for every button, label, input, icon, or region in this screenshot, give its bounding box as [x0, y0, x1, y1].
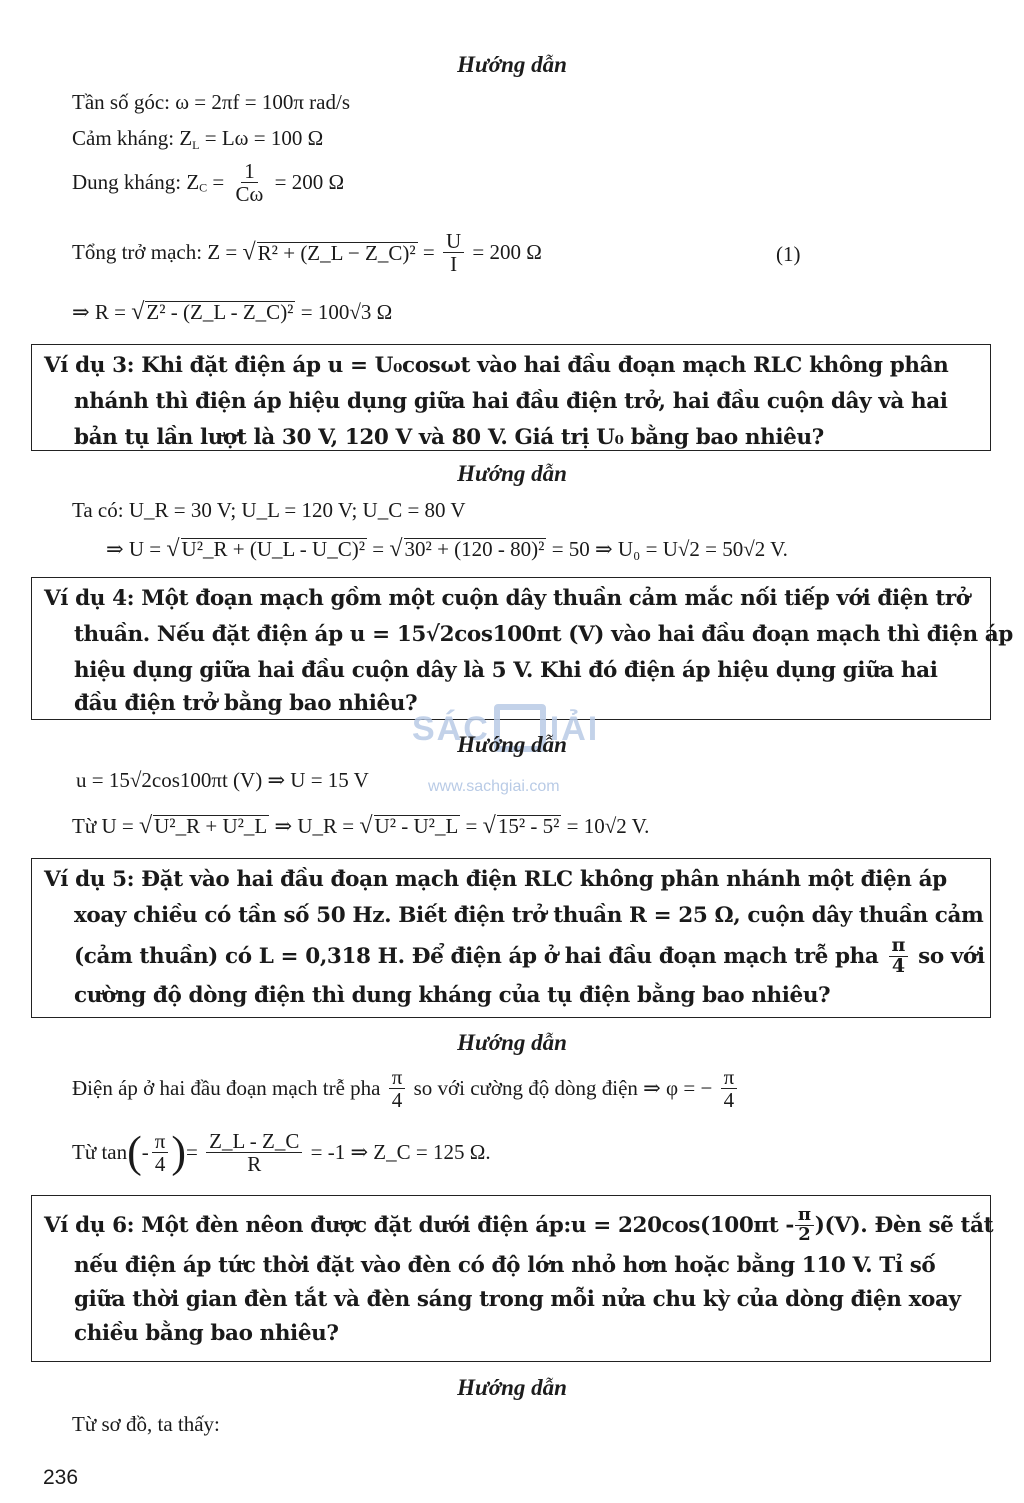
fraction	[889, 936, 909, 977]
subscript: L	[192, 138, 200, 152]
text: ⇒ R =	[72, 300, 132, 324]
numerator: π	[889, 936, 909, 957]
radicand: 15² - 5²	[497, 814, 560, 838]
guide-heading: Hướng dẫn	[457, 1375, 567, 1400]
denominator: 4	[391, 1088, 403, 1113]
example-5-line: cường độ dòng điện thì dung kháng của tụ điện bằng bao nhiêu?	[74, 982, 831, 1008]
example-4-line: thuần. Nếu đặt điện áp u = 15√2cos100πt (V) vào hai đầu đoạn mạch thì điện áp	[74, 622, 1013, 647]
text: =	[186, 1140, 198, 1165]
guide-heading: Hướng dẫn	[457, 461, 567, 486]
example-6-solution-line: Từ sơ đồ, ta thấy:	[72, 1412, 220, 1436]
example-6-line: nếu điện áp tức thời đặt vào đèn có độ lớn nhỏ hơn hoặc bằng 110 V. Tỉ số	[74, 1252, 936, 1278]
radicand: U² - U²_L	[374, 814, 459, 838]
capacitive-reactance-line	[72, 160, 344, 205]
denominator: 4	[154, 1152, 166, 1177]
text: )(V). Đèn sẽ tắt	[814, 1212, 994, 1238]
fraction	[795, 1206, 814, 1245]
sqrt-icon: √	[166, 536, 180, 562]
text: ⇒ U_R =	[269, 814, 360, 838]
fraction	[206, 1130, 302, 1175]
denominator: 4	[891, 954, 905, 977]
example-5-line	[44, 934, 985, 977]
guide-heading: Hướng dẫn	[457, 52, 567, 77]
radicand: R² + (Z_L − Z_C)²	[257, 240, 416, 265]
fraction	[389, 1066, 406, 1111]
numerator: π	[721, 1066, 738, 1089]
sqrt-icon: √	[359, 813, 373, 839]
angular-frequency-line: Tần số góc: ω = 2πf = 100π rad/s	[72, 90, 351, 114]
text: IẢI	[549, 710, 600, 748]
text: = 50 ⇒ U₀ = U√2 = 50√2 V.	[546, 537, 788, 561]
example-4-solution-line	[72, 814, 649, 838]
text: =	[207, 170, 225, 195]
example-6-line: giữa thời gian đèn tắt và đèn sáng trong mỗi nửa chu kỳ của dòng điện xoay	[74, 1286, 961, 1312]
example-5-solution-line	[72, 1066, 740, 1111]
sqrt-icon: √	[131, 299, 145, 325]
text: = Lω = 100 Ω	[199, 126, 324, 150]
text: ⇒ U =	[106, 537, 167, 561]
example-5-box	[31, 858, 991, 1018]
sachgiai-watermark-url: www.sachgiai.com	[428, 778, 560, 795]
inductive-reactance-line	[72, 128, 323, 151]
example-4-line: Ví dụ 4: Một đoạn mạch gồm một cuộn dây thuần cảm mắc nối tiếp với điện trở	[44, 586, 970, 611]
example-6-line	[44, 1204, 994, 1245]
text: Tổng trở mạch: Z =	[72, 240, 243, 265]
text: =	[460, 814, 483, 838]
radicand: U²_R + U²_L	[154, 814, 268, 838]
radicand: 30² + (120 - 80)²	[404, 537, 545, 561]
numerator: π	[152, 1130, 169, 1153]
denominator: 4	[723, 1088, 735, 1113]
fraction	[443, 230, 464, 275]
example-5-line: xoay chiều có tần số 50 Hz. Biết điện trở thuần R = 25 Ω, cuộn dây thuần cảm	[74, 903, 984, 928]
radicand: U²_R + (U_L - U_C)²	[181, 537, 366, 561]
numerator: Z_L - Z_C	[206, 1130, 302, 1153]
text: Ví dụ 6: Một đèn nêon được đặt dưới điện áp:u = 220cos(100πt -	[44, 1212, 794, 1238]
text: -	[141, 1140, 149, 1165]
text: = -1 ⇒ Z_C = 125 Ω.	[310, 1140, 491, 1165]
example-4-line: hiệu dụng giữa hai đầu cuộn dây là 5 V. Khi đó điện áp hiệu dụng giữa hai	[74, 658, 938, 683]
example-3-line: Ví dụ 3: Khi đặt điện áp u = U₀cosωt vào hai đầu đoạn mạch RLC không phân	[44, 353, 949, 378]
text: = 10√2 V.	[561, 814, 650, 838]
text: = 200 Ω	[274, 170, 345, 195]
numerator: π	[795, 1206, 814, 1226]
guide-heading: Hướng dẫn	[457, 1030, 567, 1055]
denominator: 2	[798, 1223, 811, 1245]
fraction	[233, 160, 267, 205]
text: = 100√3 Ω	[300, 300, 393, 324]
example-4-box	[31, 577, 1013, 720]
numerator: π	[389, 1066, 406, 1089]
text: Cảm kháng: Z	[72, 126, 193, 150]
sqrt-icon: √	[242, 239, 256, 266]
equation-number: (1)	[776, 242, 801, 266]
subscript: C	[199, 180, 208, 195]
numerator: 1	[241, 160, 258, 183]
fraction	[152, 1130, 169, 1175]
text: Dung kháng: Z	[72, 170, 200, 195]
example-4-line: đầu điện trở bằng bao nhiêu?	[74, 691, 418, 716]
denominator: R	[247, 1152, 262, 1177]
text: Từ U =	[72, 814, 139, 838]
denominator: Cω	[235, 182, 264, 207]
text: (cảm thuần) có L = 0,318 H. Để điện áp ở hai đầu đoạn mạch trễ pha	[74, 943, 879, 969]
text: so với cường độ dòng điện ⇒ φ = −	[413, 1076, 713, 1101]
example-5-line: Ví dụ 5: Đặt vào hai đầu đoạn mạch điện RLC không phân nhánh một điện áp	[44, 867, 947, 892]
example-6-line: chiều bằng bao nhiêu?	[74, 1320, 339, 1346]
text: =	[422, 240, 435, 265]
text: =	[367, 537, 390, 561]
denominator: I	[450, 252, 458, 277]
example-3-line: nhánh thì điện áp hiệu dụng giữa hai đầu điện trở, hai đầu cuộn dây và hai	[74, 389, 948, 414]
example-3-solution-line: Ta có: U_R = 30 V; U_L = 120 V; U_C = 80 V	[72, 498, 466, 522]
radicand: Z² - (Z_L - Z_C)²	[146, 300, 294, 324]
paren: )	[171, 1127, 187, 1177]
example-3-box	[31, 344, 991, 451]
example-3-line: bản tụ lần lượt là 30 V, 120 V và 80 V. Giá trị U₀ bằng bao nhiêu?	[74, 425, 824, 450]
sqrt-icon: √	[389, 536, 403, 562]
example-6-box	[31, 1195, 994, 1362]
fraction	[721, 1066, 738, 1111]
text: Từ tan	[72, 1140, 128, 1165]
resistance-line	[72, 300, 392, 324]
text: = 200 Ω	[472, 240, 542, 265]
paren: (	[127, 1127, 142, 1177]
example-4-solution-line: u = 15√2cos100πt (V) ⇒ U = 15 V	[76, 768, 369, 792]
page-number: 236	[43, 1466, 79, 1489]
sqrt-icon: √	[138, 813, 153, 839]
sqrt-icon: √	[482, 813, 496, 839]
text: so với	[918, 943, 985, 969]
example-3-solution-line	[106, 537, 788, 561]
text: Điện áp ở hai đầu đoạn mạch trễ pha	[72, 1076, 381, 1101]
example-5-solution-line	[72, 1127, 491, 1177]
text: SÁC	[412, 710, 490, 748]
guide-heading: Hướng dẫn	[457, 732, 567, 757]
numerator: U	[443, 230, 464, 253]
impedance-line	[72, 230, 542, 275]
